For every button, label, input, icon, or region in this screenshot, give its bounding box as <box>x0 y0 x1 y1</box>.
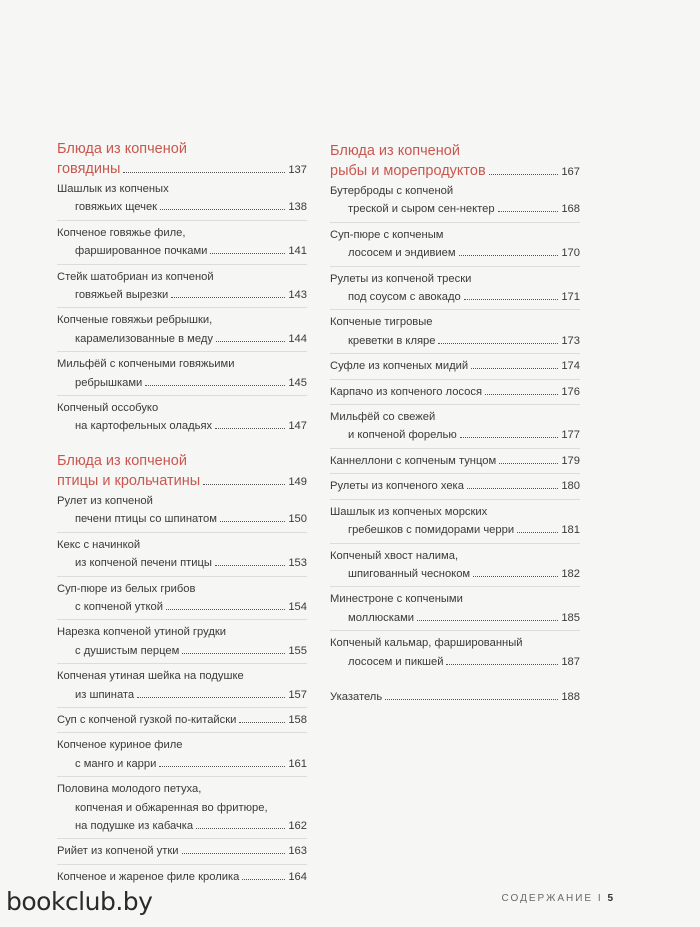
entry-row <box>330 357 580 375</box>
section-title-row <box>330 161 580 182</box>
dot-leader <box>385 699 558 700</box>
dot-leader <box>464 299 559 300</box>
entry-title-line: Шашлык из копченых морских <box>330 505 488 518</box>
entry-title-line: фаршированное почками <box>75 245 208 258</box>
entry-page-number: 168 <box>561 203 580 216</box>
entry-title-line: говяжьей вырезки <box>75 289 169 302</box>
left-column <box>57 139 307 901</box>
entry-title-line: Шашлык из копченых <box>57 183 169 195</box>
entry-title-line: Мильфёй с копчеными говяжьими <box>57 358 235 371</box>
entry-title-line: и копченой форелью <box>348 429 457 442</box>
toc-entry[interactable] <box>330 408 580 449</box>
entry-page-number: 187 <box>561 655 580 668</box>
entry-title-line: ребрышками <box>75 376 143 389</box>
dot-leader <box>471 368 558 369</box>
entry-page-number: 173 <box>561 334 580 347</box>
section-title-line1: Блюда из копченой <box>57 141 187 157</box>
entry-page-number: 147 <box>288 420 307 433</box>
entry-row <box>57 598 307 616</box>
entry-title-line: говяжьих щечек <box>75 201 158 214</box>
entry-page-number: 155 <box>288 644 307 657</box>
entry-page-number: 150 <box>288 513 307 526</box>
entry-title-line: с душистым перцем <box>75 644 180 657</box>
section-heading <box>57 451 307 492</box>
entry-page-number: 180 <box>561 480 580 493</box>
dot-leader <box>239 722 285 723</box>
entry-row <box>330 426 580 444</box>
entry-page-number: 161 <box>288 757 307 770</box>
entry-row <box>57 755 307 773</box>
entry-title-line: копченая и обжаренная во фритюре, <box>75 801 268 814</box>
entry-row <box>57 374 307 392</box>
toc-entry[interactable] <box>330 477 580 499</box>
entry-title-line: Бутерброды с копченой <box>330 185 454 197</box>
dot-leader <box>215 565 285 566</box>
entry-page-number: 179 <box>561 454 580 467</box>
entry-row <box>57 868 307 886</box>
section-title-line2: рыбы и морепродуктов <box>330 163 486 179</box>
entry-title-line: Копченый хвост налима, <box>330 549 459 562</box>
entry-title-line: Суп-пюре с копченым <box>330 228 444 241</box>
entry-title-line: печени птицы со шпинатом <box>75 513 217 526</box>
section-page-number: 149 <box>288 475 307 488</box>
entry-title-line: на подушке из кабачка <box>75 819 194 832</box>
entry-row <box>57 510 307 528</box>
toc-entry[interactable] <box>57 311 307 352</box>
right-column <box>330 141 580 712</box>
toc-entry[interactable] <box>330 503 580 544</box>
entry-title-line: Рийет из копченой утки <box>57 845 179 858</box>
toc-entry[interactable] <box>57 667 307 708</box>
toc-entry[interactable] <box>57 580 307 621</box>
entry-page-number: 181 <box>561 524 580 537</box>
entry-page-number: 157 <box>288 688 307 701</box>
entry-title-line: Рулеты из копченой трески <box>330 272 472 285</box>
index-page: 188 <box>561 690 580 703</box>
toc-entry[interactable] <box>57 780 307 839</box>
dot-leader <box>485 394 558 395</box>
entry-row <box>57 198 307 216</box>
entry-row <box>57 286 307 304</box>
toc-entry[interactable] <box>57 355 307 396</box>
entry-page-number: 143 <box>288 289 307 302</box>
entry-row <box>57 330 307 348</box>
entry-page-number: 182 <box>561 567 580 580</box>
entry-title-line: моллюсками <box>348 611 415 624</box>
toc-entry[interactable] <box>330 357 580 379</box>
entry-page-number: 163 <box>288 845 307 858</box>
entry-title-line: Копченые говяжьи ребрышки, <box>57 314 213 327</box>
entry-title-line: из копченой печени птицы <box>75 557 212 570</box>
entry-row <box>330 565 580 583</box>
entry-title-line: лососем и эндивием <box>348 247 456 260</box>
toc-entry[interactable] <box>330 226 580 267</box>
dot-leader <box>460 437 559 438</box>
dot-leader <box>459 255 559 256</box>
toc-section <box>57 451 307 889</box>
entry-title-line: гребешков с помидорами черри <box>348 524 515 537</box>
entry-title-line: Копченый кальмар, фаршированный <box>330 637 523 650</box>
entry-page-number: 145 <box>288 376 307 389</box>
entry-title-line: Карпачо из копченого лосося <box>330 385 483 398</box>
toc-entry[interactable] <box>57 492 307 533</box>
dot-leader <box>203 484 285 485</box>
entry-row <box>57 817 307 835</box>
entry-row <box>57 686 307 704</box>
entry-page-number: 164 <box>288 870 307 883</box>
bookclub-watermark: bookclub.by <box>6 887 153 916</box>
entry-row <box>57 242 307 260</box>
entry-title-line: из шпината <box>75 688 135 701</box>
entry-title-line: Копченые тигровые <box>330 316 433 329</box>
dot-leader <box>417 620 558 621</box>
dot-leader <box>499 463 558 464</box>
dot-leader <box>489 174 559 175</box>
section-title-row <box>57 471 307 492</box>
toc-entry[interactable] <box>330 452 580 474</box>
entry-row <box>330 288 580 306</box>
entry-title-line: Суп-пюре из белых грибов <box>57 582 196 595</box>
entry-title-line: Копченая утиная шейка на подушке <box>57 670 244 683</box>
entry-title-line: Копченое говяжье филе, <box>57 226 186 239</box>
entry-row <box>57 554 307 572</box>
dot-leader <box>182 853 286 854</box>
entry-title-line: Половина молодого петуха, <box>57 783 202 796</box>
section-heading <box>57 139 307 180</box>
section-page-number: 167 <box>561 166 580 178</box>
dot-leader <box>220 521 285 522</box>
dot-leader <box>517 532 558 533</box>
dot-leader <box>216 341 285 342</box>
toc-entry[interactable] <box>330 182 580 223</box>
entry-row <box>330 332 580 350</box>
entry-title-line: Каннеллони с копченым тунцом <box>330 454 497 467</box>
dot-leader <box>196 828 285 829</box>
entry-title-line: Нарезка копченой утиной грудки <box>57 626 227 639</box>
toc-entry[interactable] <box>57 623 307 664</box>
toc-entry[interactable] <box>57 399 307 439</box>
footer-separator: I <box>597 893 603 904</box>
entry-row <box>330 477 580 495</box>
dot-leader <box>438 343 558 344</box>
entry-page-number: 170 <box>561 247 580 260</box>
index-entry[interactable] <box>330 688 580 709</box>
dot-leader <box>242 879 285 880</box>
dot-leader <box>137 697 285 698</box>
entry-page-number: 158 <box>288 713 307 726</box>
toc-entry[interactable] <box>57 711 307 733</box>
footer-page-number: 5 <box>607 893 615 904</box>
toc-entry[interactable] <box>57 268 307 309</box>
dot-leader <box>210 253 285 254</box>
entry-row <box>330 521 580 539</box>
entry-row <box>57 642 307 660</box>
entry-page-number: 171 <box>561 291 580 304</box>
dot-leader <box>159 766 285 767</box>
toc-entry[interactable] <box>330 547 580 588</box>
dot-leader <box>467 488 558 489</box>
entry-title-line: шпигованный чесноком <box>348 567 471 580</box>
dot-leader <box>473 576 558 577</box>
toc-entry[interactable] <box>57 736 307 777</box>
entry-title-line: карамелизованные в меду <box>75 332 213 345</box>
entry-title-line: Копченое куриное филе <box>57 739 183 752</box>
entry-title-line: на картофельных оладьях <box>75 420 213 433</box>
toc-entry[interactable] <box>330 590 580 631</box>
section-heading <box>330 141 580 182</box>
entry-page-number: 144 <box>288 332 307 345</box>
entry-page-number: 138 <box>288 201 307 214</box>
dot-leader <box>215 428 285 429</box>
entry-title-line: Минестроне с копчеными <box>330 593 463 606</box>
entry-title-line: Стейк шатобриан из копченой <box>57 270 214 283</box>
entry-title-line: с манго и карри <box>75 757 157 770</box>
entry-row <box>330 383 580 401</box>
entry-page-number: 153 <box>288 557 307 570</box>
dot-leader <box>160 209 285 210</box>
dot-leader <box>166 609 285 610</box>
toc-entry[interactable] <box>57 536 307 577</box>
entry-page-number: 174 <box>561 360 580 373</box>
toc-entry[interactable] <box>330 634 580 674</box>
section-title-line1: Блюда из копченой <box>57 452 187 469</box>
dot-leader <box>446 664 558 665</box>
entry-title-line: лососем и пикшей <box>348 655 444 668</box>
dot-leader <box>498 211 559 212</box>
entry-title-line: Рулет из копченой <box>57 494 153 507</box>
section-title-line2: говядины <box>57 161 121 177</box>
entry-row <box>57 417 307 435</box>
entry-title-line: треской и сыром сен-нектер <box>348 203 495 216</box>
toc-entry[interactable] <box>57 842 307 864</box>
entry-row <box>330 200 580 218</box>
section-page-number: 137 <box>288 164 307 176</box>
entry-page-number: 185 <box>561 611 580 624</box>
dot-leader <box>171 297 285 298</box>
dot-leader <box>123 172 285 173</box>
entry-title-line: Суфле из копченых мидий <box>330 360 469 373</box>
footer-section: СОДЕРЖАНИЕ <box>501 893 594 904</box>
entry-title-line: Копченый оссобуко <box>57 402 159 415</box>
toc-entry[interactable] <box>330 270 580 311</box>
entry-row <box>57 711 307 729</box>
entry-row <box>330 653 580 671</box>
entry-page-number: 177 <box>561 429 580 442</box>
entry-row <box>330 244 580 262</box>
right-sections <box>330 141 580 674</box>
entry-title-line: Копченое и жареное филе кролика <box>57 870 240 883</box>
toc-entry[interactable] <box>330 313 580 354</box>
entry-title-line: с копченой уткой <box>75 600 164 613</box>
dot-leader <box>182 653 285 654</box>
section-title-line2: птицы и крольчатины <box>57 472 201 489</box>
toc-entry[interactable] <box>57 868 307 889</box>
entry-page-number: 162 <box>288 819 307 832</box>
entry-page-number: 154 <box>288 600 307 613</box>
entry-page-number: 141 <box>288 245 307 258</box>
section-title-line1: Блюда из копченой <box>330 143 460 159</box>
index-label: Указатель <box>330 690 383 703</box>
entry-title-line: креветки в кляре <box>348 334 436 347</box>
toc-entry[interactable] <box>330 383 580 405</box>
dot-leader <box>145 385 285 386</box>
entry-page-number: 176 <box>561 385 580 398</box>
entry-title-line: под соусом с авокадо <box>348 291 461 304</box>
section-title-row <box>57 159 307 180</box>
toc-section <box>330 141 580 674</box>
toc-entry[interactable] <box>57 180 307 221</box>
entry-title-line: Мильфёй со свежей <box>330 411 436 424</box>
toc-section <box>57 139 307 439</box>
entry-row <box>330 452 580 470</box>
entry-row <box>330 609 580 627</box>
entry-row <box>57 842 307 860</box>
toc-entry[interactable] <box>57 224 307 265</box>
entry-title-line: Рулеты из копченого хека <box>330 480 464 493</box>
page-footer <box>502 893 615 904</box>
entry-title-line: Суп с копченой гузкой по-китайски <box>57 713 237 726</box>
entry-title-line: Кекс с начинкой <box>57 538 141 551</box>
